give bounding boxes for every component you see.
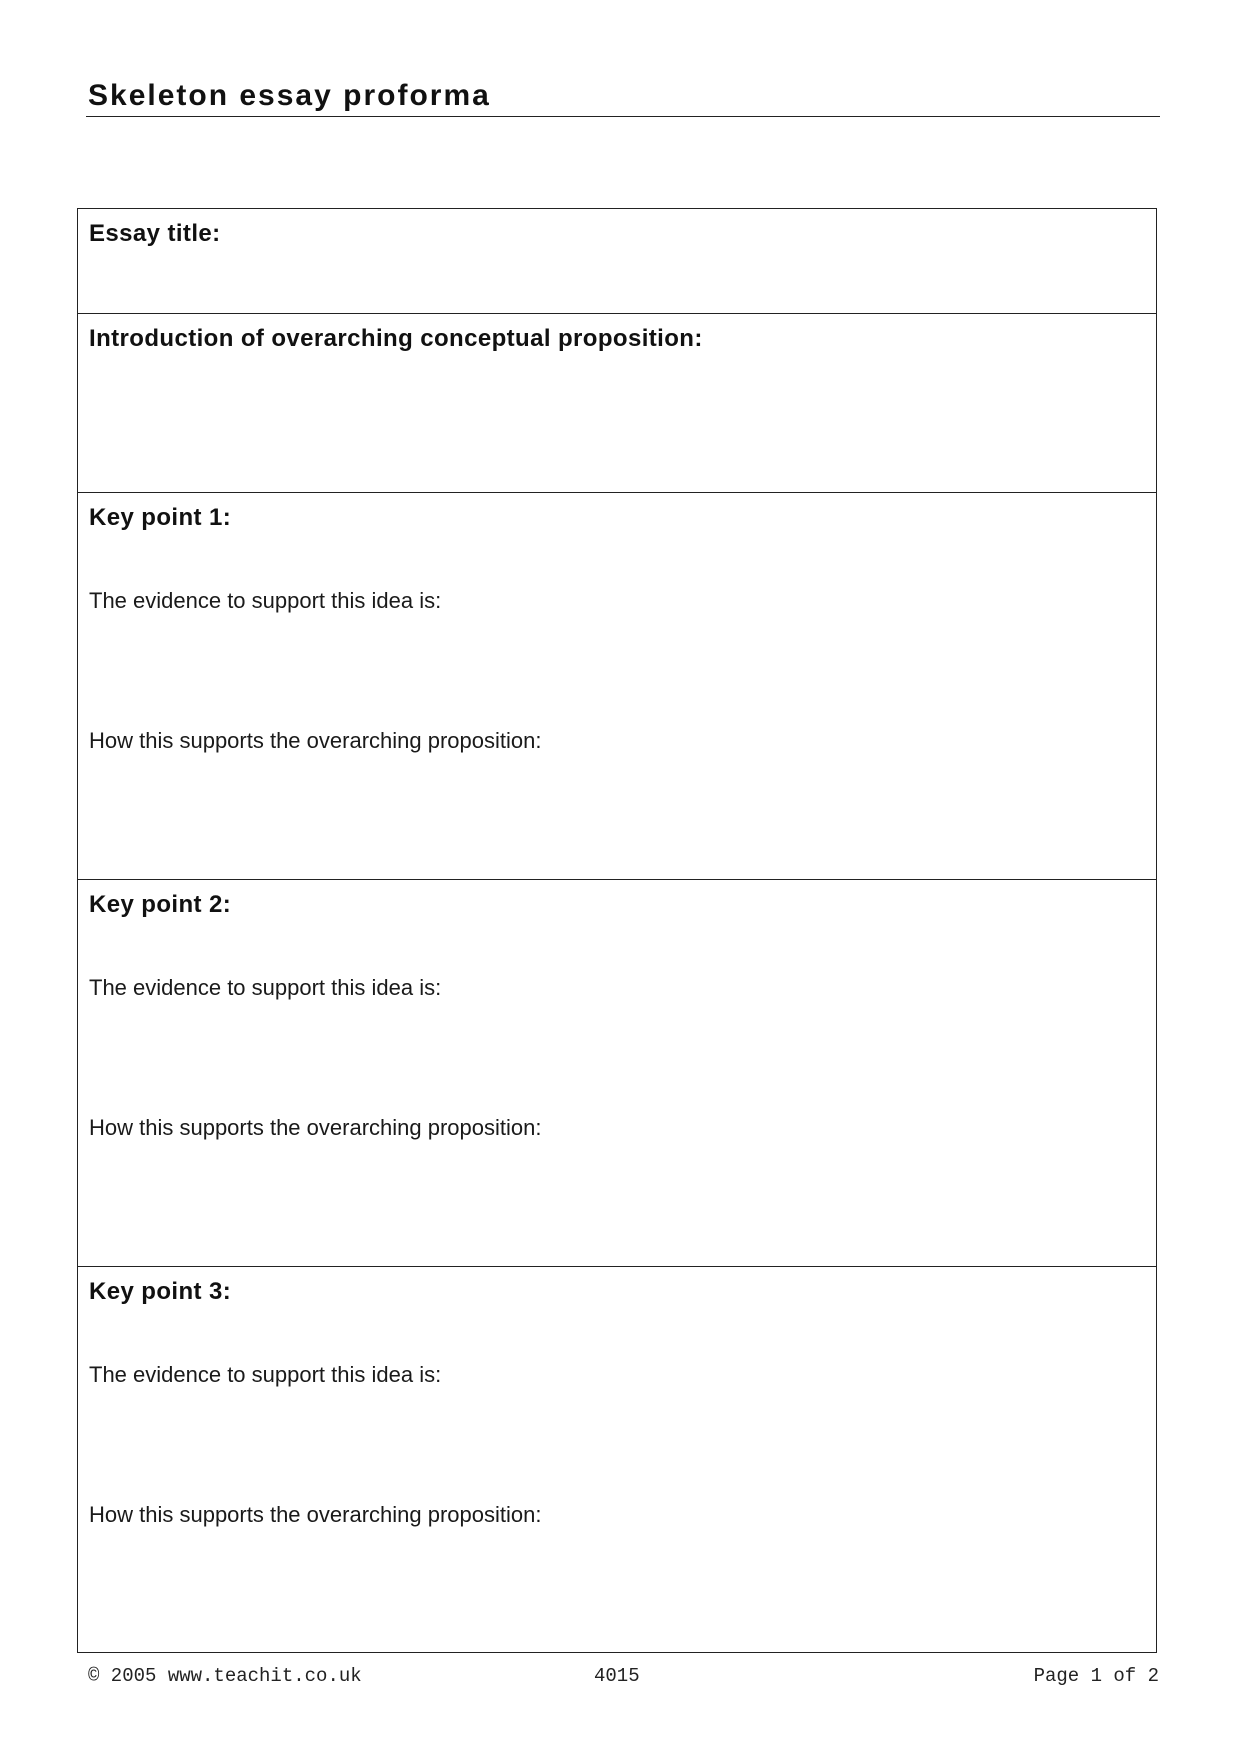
introduction-input[interactable]: [89, 358, 1145, 488]
key-point-3-supports-input[interactable]: [89, 1533, 1145, 1647]
key-point-1-evidence-prompt: The evidence to support this idea is:: [89, 588, 442, 613]
key-point-1-supports-input[interactable]: [89, 759, 1145, 873]
key-point-3-evidence-input[interactable]: [89, 1393, 1145, 1493]
key-point-1-section: [78, 493, 1156, 880]
key-point-1-supports-prompt: How this supports the overarching proposition:: [89, 728, 542, 753]
title-underline: [86, 116, 1160, 117]
key-point-2-evidence-prompt: The evidence to support this idea is:: [89, 975, 442, 1000]
key-point-3-label: Key point 3:: [89, 1278, 232, 1305]
essay-title-label: Essay title:: [89, 220, 221, 247]
footer-copyright: © 2005 www.teachit.co.uk: [88, 1665, 362, 1687]
key-point-2-label: Key point 2:: [89, 891, 232, 918]
footer-doc-number: 4015: [594, 1665, 640, 1687]
page-title: Skeleton essay proforma: [88, 79, 491, 112]
introduction-section: [78, 314, 1156, 493]
key-point-1-evidence-input[interactable]: [89, 619, 1145, 719]
key-point-2-supports-input[interactable]: [89, 1146, 1145, 1260]
key-point-3-evidence-prompt: The evidence to support this idea is:: [89, 1362, 442, 1387]
proforma-form: [77, 208, 1157, 1653]
key-point-1-label: Key point 1:: [89, 504, 232, 531]
key-point-3-section: [78, 1267, 1156, 1654]
key-point-2-evidence-input[interactable]: [89, 1006, 1145, 1106]
essay-title-section: [78, 209, 1156, 314]
key-point-2-supports-prompt: How this supports the overarching proposition:: [89, 1115, 542, 1140]
introduction-label: Introduction of overarching conceptual proposition:: [89, 325, 703, 352]
footer-page-indicator: Page 1 of 2: [1033, 1665, 1159, 1687]
key-point-3-supports-prompt: How this supports the overarching proposition:: [89, 1502, 542, 1527]
key-point-2-section: [78, 880, 1156, 1267]
essay-title-input[interactable]: [89, 253, 1145, 309]
